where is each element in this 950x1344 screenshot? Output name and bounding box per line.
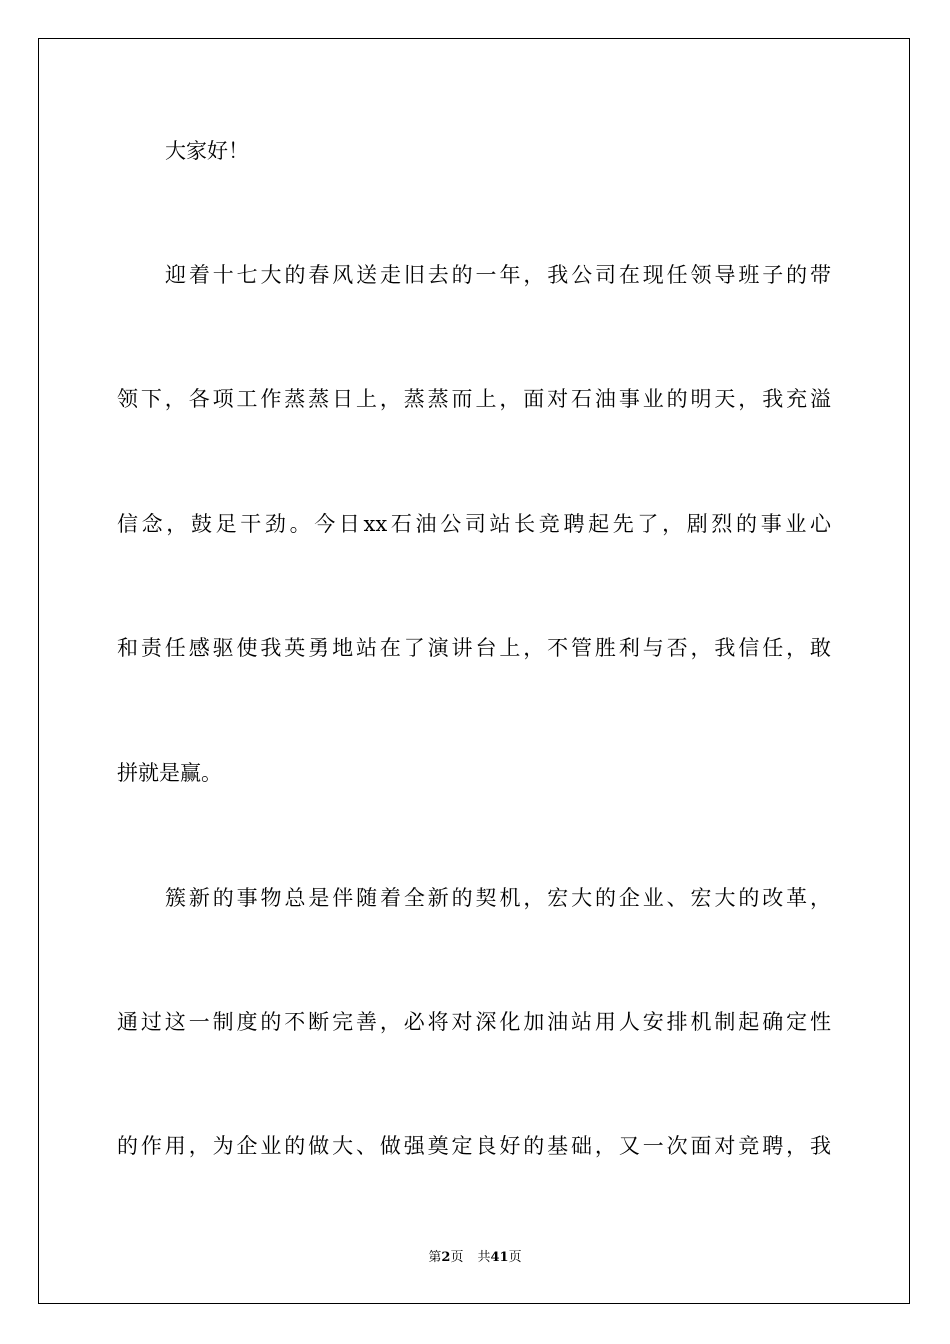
page-suffix: 页 [450, 1250, 464, 1265]
text-line: 领下，各项工作蒸蒸日上，蒸蒸而上，面对石油事业的明天，我充溢 [117, 387, 831, 411]
total-suffix: 页 [508, 1250, 522, 1265]
text-line: 的作用，为企业的做大、做强奠定良好的基础，又一次面对竞聘，我 [117, 1134, 831, 1158]
text-line: 和责任感驱使我英勇地站在了演讲台上，不管胜利与否，我信任，敢 [117, 636, 831, 660]
text-line: 簇新的事物总是伴随着全新的契机，宏大的企业、宏大的改革， [165, 886, 831, 910]
text-line: 拼就是赢。 [117, 761, 222, 785]
text-line: 信念，鼓足干劲。今日xx石油公司站长竞聘起先了，剧烈的事业心 [117, 512, 831, 536]
text-line: 通过这一制度的不断完善，必将对深化加油站用人安排机制起确定性 [117, 1010, 831, 1034]
page-border [38, 38, 910, 1304]
page-prefix: 第 [428, 1250, 442, 1265]
total-prefix: 共 [477, 1250, 491, 1265]
page-footer [0, 1246, 950, 1265]
paragraph-greeting: 大家好！ [165, 139, 249, 163]
total-pages: 41 [490, 1250, 509, 1265]
text-line: 迎着十七大的春风送走旧去的一年，我公司在现任领导班子的带 [165, 263, 831, 287]
page-number: 2 [441, 1250, 451, 1265]
